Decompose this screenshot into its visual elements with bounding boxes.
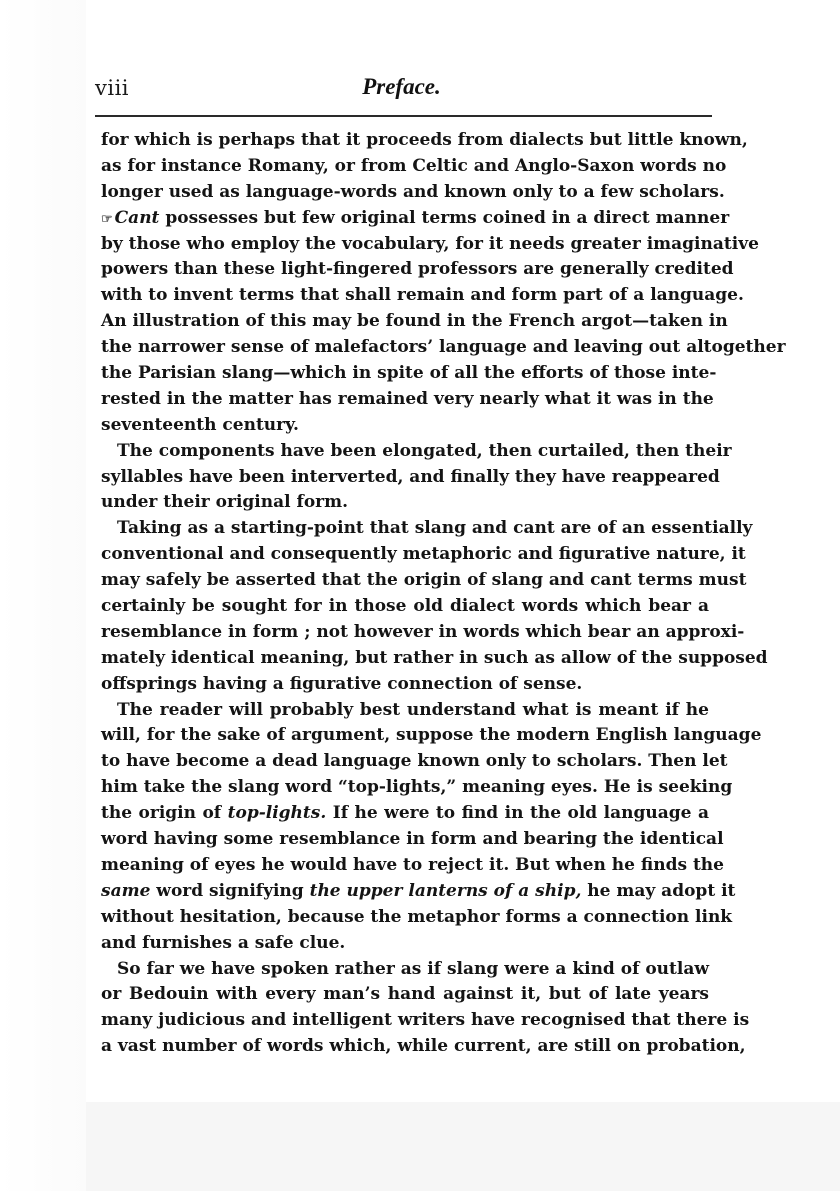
text-line xyxy=(101,594,709,620)
text-line xyxy=(101,490,709,516)
text-run: Taking as a starting-point that slang and cant are of an essentially xyxy=(117,518,753,539)
page-gutter-shade xyxy=(0,0,86,1191)
text-line xyxy=(101,775,733,801)
text-line xyxy=(101,154,727,180)
text-run: under their original form. xyxy=(101,492,349,513)
text-line xyxy=(101,723,762,749)
italic-text: same xyxy=(101,880,151,901)
text-line xyxy=(101,620,745,646)
text-run: for which is perhaps that it proceeds from dialects but little known, xyxy=(101,130,748,150)
text-line xyxy=(101,516,753,542)
text-run: with to invent terms that shall remain and form part of a language. xyxy=(101,285,744,306)
paragraph xyxy=(101,128,748,206)
text-run: a vast number of words which, while current, are still on probation, xyxy=(101,1036,746,1057)
paragraph xyxy=(101,698,762,957)
text-run: The components have been elongated, then curtailed, then their xyxy=(117,440,732,461)
text-line xyxy=(101,749,728,775)
text-run: mately identical meaning, but rather in such as allow of the supposed xyxy=(101,647,768,668)
text-line xyxy=(101,931,709,957)
header-rule xyxy=(95,115,712,117)
text-line xyxy=(101,128,748,154)
page-number: viii xyxy=(95,76,130,100)
text-run: conventional and consequently metaphoric and figurative nature, it xyxy=(101,544,746,565)
text-line xyxy=(101,879,736,905)
running-header xyxy=(95,72,708,106)
text-line xyxy=(101,257,734,283)
text-line xyxy=(101,542,746,568)
text-run: So far we have spoken rather as if slang were a kind of outlaw xyxy=(117,958,709,979)
text-run: possesses but few original terms coined in a direct manner xyxy=(159,207,730,228)
text-run: by those who employ the vocabulary, for it needs greater imaginative xyxy=(101,233,759,254)
text-line xyxy=(101,982,709,1008)
paragraph xyxy=(101,957,750,1061)
text-run: longer used as language-words and known only to a few scholars. xyxy=(101,181,725,202)
preface-text xyxy=(101,128,786,1060)
text-line xyxy=(101,387,714,413)
italic-text: Cant xyxy=(114,207,160,228)
text-line xyxy=(101,698,709,724)
text-run: or Bedouin with every man’s hand against it, but of late years xyxy=(101,984,709,1005)
text-run: word signifying xyxy=(150,880,310,901)
text-run: many judicious and intelligent writers have recognised that there is xyxy=(101,1010,750,1031)
text-run: resemblance in form ; not however in words which bear an approxi- xyxy=(101,621,745,642)
text-line xyxy=(101,206,730,232)
text-line xyxy=(101,232,759,258)
text-line xyxy=(101,853,724,879)
text-run: he may adopt it xyxy=(581,880,736,901)
text-run: will, for the sake of argument, suppose the modern English language xyxy=(101,725,762,746)
text-run: to have become a dead language known only to scholars. Then let xyxy=(101,751,728,772)
pointing-hand-mark: ☞ xyxy=(101,211,113,227)
text-run: and furnishes a safe clue. xyxy=(101,932,346,953)
text-run: the Parisian slang—which in spite of all the efforts of those inte- xyxy=(101,363,717,384)
paragraph xyxy=(101,439,732,517)
text-run: may safely be asserted that the origin of slang and cant terms must xyxy=(101,570,747,591)
text-line xyxy=(101,439,732,465)
text-run: meaning of eyes he would have to reject it. But when he finds the xyxy=(101,854,724,875)
text-line xyxy=(101,180,725,206)
text-run: word having some resemblance in form and bearing the identical xyxy=(101,829,724,850)
paragraph xyxy=(101,516,768,697)
text-line xyxy=(101,283,744,309)
text-line xyxy=(101,1034,746,1060)
text-run: syllables have been interverted, and finally they have reappeared xyxy=(101,466,720,487)
text-line xyxy=(101,465,720,491)
text-line xyxy=(101,413,709,439)
text-run: as for instance Romany, or from Celtic and Anglo-Saxon words no xyxy=(101,155,727,176)
text-run: seventeenth century. xyxy=(101,414,299,435)
text-line xyxy=(101,827,724,853)
italic-text: the upper lanterns of a ship, xyxy=(309,880,582,901)
text-run: An illustration of this may be found in the French argot—taken in xyxy=(101,311,728,332)
text-line xyxy=(101,1008,750,1034)
text-run: offsprings having a figurative connection of sense. xyxy=(101,673,583,694)
text-line xyxy=(101,568,747,594)
text-line xyxy=(101,801,709,827)
text-line xyxy=(101,361,717,387)
text-run: The reader will probably best understand what is meant if he xyxy=(117,699,709,720)
text-line xyxy=(101,672,709,698)
italic-text: top-lights. xyxy=(227,803,327,824)
text-line xyxy=(101,957,709,983)
text-run: without hesitation, because the metaphor forms a connection link xyxy=(101,906,733,927)
text-run: certainly be sought for in those old dialect words which bear a xyxy=(101,596,709,617)
running-title: Preface. xyxy=(362,74,441,99)
paragraph xyxy=(101,206,786,439)
text-line xyxy=(101,335,786,361)
text-run: If he were to find in the old language a xyxy=(326,803,709,824)
text-run: him take the slang word “top-lights,” meaning eyes. He is seeking xyxy=(101,777,733,798)
page-bottom-shade xyxy=(86,1102,840,1191)
text-run: rested in the matter has remained very nearly what it was in the xyxy=(101,388,714,409)
text-line xyxy=(101,905,733,931)
text-line xyxy=(101,646,768,672)
text-line xyxy=(101,309,728,335)
text-run: powers than these light-fingered professors are generally credited xyxy=(101,259,734,280)
text-run: the origin of xyxy=(101,803,228,824)
text-run: the narrower sense of malefactors’ language and leaving out altogether xyxy=(101,337,786,358)
